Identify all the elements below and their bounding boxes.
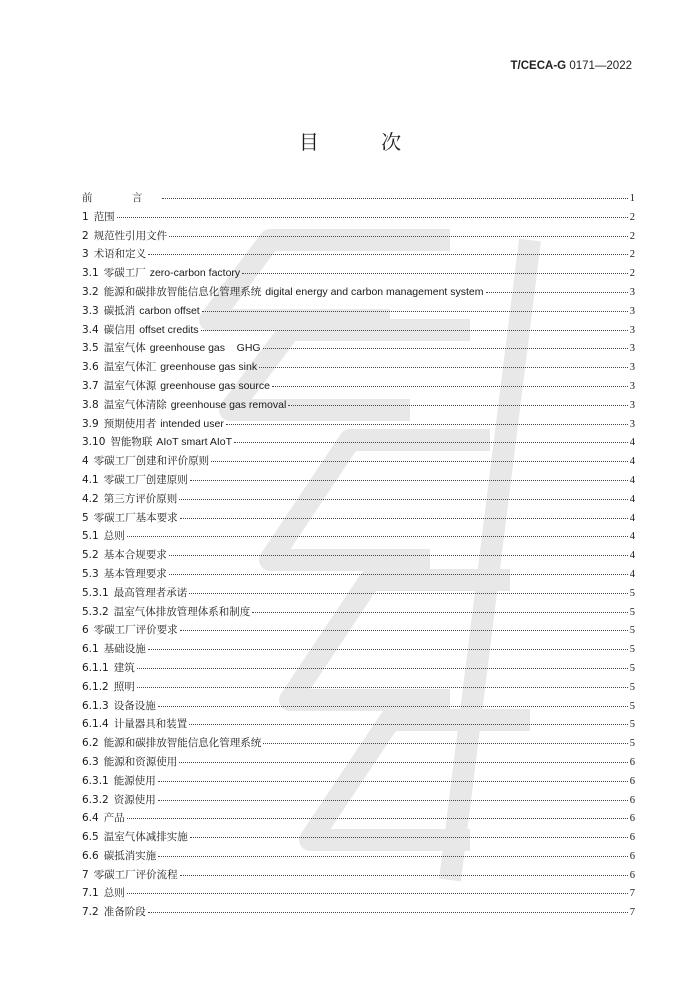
toc-entry-title: 能源和碳排放智能信息化管理系统 <box>103 737 262 750</box>
toc-entry-title: 总则 <box>103 530 125 543</box>
toc-entry-title: 设备设施 <box>113 699 156 712</box>
toc-entry-label <box>82 792 156 807</box>
toc-entry-title: 产品 <box>103 812 125 825</box>
toc-entry-title: 温室气体减排实施 <box>103 831 188 844</box>
toc-page-number: 2 <box>629 211 635 223</box>
toc-entry-number: 6.1.4 <box>82 718 109 731</box>
toc-leader-dots <box>202 301 628 312</box>
toc-entry-title: 零碳工厂评价要求 <box>93 624 178 637</box>
toc-entry-number: 7.2 <box>82 906 99 919</box>
toc-entry-label <box>82 265 240 280</box>
document-code-number: 0171—2022 <box>566 60 632 72</box>
toc-entry-label <box>82 716 187 731</box>
toc-entry-number: 3.1 <box>82 267 99 280</box>
toc-page-number: 5 <box>629 700 635 712</box>
toc-entry-title: 碳抵消实施 <box>103 849 157 862</box>
toc-entry-label <box>82 829 188 844</box>
toc-leader-dots <box>201 320 628 331</box>
toc-entry-label <box>82 566 167 581</box>
toc-entry-title: 碳抵消 <box>103 304 136 317</box>
toc-leader-dots <box>162 188 627 199</box>
toc-entry-label <box>82 810 125 825</box>
toc-entry-label <box>82 773 156 788</box>
toc-page-number: 5 <box>629 644 635 656</box>
toc-page-number: 2 <box>629 230 635 242</box>
toc-page-number: 5 <box>629 738 635 750</box>
toc-leader-dots <box>137 677 628 688</box>
toc-entry-label <box>82 885 125 900</box>
toc-page-number: 5 <box>629 719 635 731</box>
toc-entry-title: 范围 <box>93 210 115 223</box>
toc-entry-number: 6.2 <box>82 737 99 750</box>
toc-page-number: 4 <box>629 474 635 486</box>
toc-entry-label <box>82 641 146 656</box>
toc-leader-dots <box>158 696 628 707</box>
toc-entry-title: 基本管理要求 <box>103 567 167 580</box>
toc-entry-english-title: greenhouse gas GHG <box>149 342 261 355</box>
toc-entry-number: 6.3.1 <box>82 774 109 787</box>
toc-entry-title: 能源使用 <box>113 774 156 787</box>
toc-leader-dots <box>252 602 628 613</box>
toc-entry-label <box>82 547 167 562</box>
toc-leader-dots <box>179 489 628 500</box>
toc-leader-dots <box>226 414 628 425</box>
toc-entry-title: 温室气体 <box>103 342 146 355</box>
toc-entry-title: 资源使用 <box>113 793 156 806</box>
toc-entry-title: 智能物联 <box>110 436 153 449</box>
toc-leader-dots <box>148 244 628 255</box>
toc-entry-title: 能源和资源使用 <box>103 755 178 768</box>
toc-page-number: 4 <box>629 568 635 580</box>
toc-entry-label <box>82 848 156 863</box>
toc-entry-title: 准备阶段 <box>103 906 146 919</box>
toc-page-number: 6 <box>629 813 635 825</box>
toc-page-number: 5 <box>629 681 635 693</box>
toc-entry-english-title: greenhouse gas source <box>160 379 270 392</box>
toc-page-number: 5 <box>629 587 635 599</box>
toc-entry-title: 计量器具和装置 <box>113 718 188 731</box>
toc-leader-dots <box>211 451 628 462</box>
toc-entry-english-title: digital energy and carbon management system <box>265 285 484 298</box>
toc-leader-dots <box>169 545 628 556</box>
toc-entry-title: 规范性引用文件 <box>93 229 168 242</box>
toc-entry-label <box>82 359 257 374</box>
toc-entry-title: 照明 <box>113 680 135 693</box>
toc-entry-label <box>82 378 270 393</box>
toc-page-number: 1 <box>629 193 635 204</box>
toc-entry-number: 5.3 <box>82 567 99 580</box>
toc-entry-number: 3.7 <box>82 379 99 392</box>
toc-leader-dots <box>127 883 628 894</box>
toc-entry-label <box>82 754 177 769</box>
toc-page-number: 3 <box>629 305 635 317</box>
toc-leader-dots <box>180 620 628 631</box>
document-code <box>511 60 632 72</box>
toc-leader-dots <box>263 338 628 349</box>
toc-entry-label <box>82 209 115 224</box>
toc-leader-dots <box>180 865 628 876</box>
toc-entry-number: 7 <box>82 868 89 881</box>
toc-entry-english-title: zero-carbon factory <box>149 267 241 280</box>
toc-page-number: 3 <box>629 286 635 298</box>
toc-entry-english-title: AIoT smart AIoT <box>156 436 233 449</box>
toc-entry-title: 温室气体源 <box>103 379 157 392</box>
table-of-contents <box>82 190 635 923</box>
toc-entry-label <box>82 585 187 600</box>
toc-leader-dots <box>190 470 628 481</box>
toc-entry-label <box>82 735 261 750</box>
toc-entry-number: 5.3.2 <box>82 605 109 618</box>
toc-entry-english-title: carbon offset <box>139 304 200 317</box>
page-title: 目 次 <box>298 130 430 154</box>
toc-entry-label <box>82 528 125 543</box>
toc-entry-title: 温室气体汇 <box>103 361 157 374</box>
toc-page-number: 5 <box>629 606 635 618</box>
toc-entry-number: 3.2 <box>82 285 99 298</box>
toc-leader-dots <box>148 902 628 913</box>
toc-page-number: 7 <box>629 888 635 900</box>
toc-page-number: 4 <box>629 531 635 543</box>
toc-leader-dots <box>127 808 628 819</box>
toc-entry-number: 3.5 <box>82 342 99 355</box>
toc-entry-number: 6.3.2 <box>82 793 109 806</box>
toc-entry-label <box>82 246 146 261</box>
toc-leader-dots <box>263 733 628 744</box>
toc-entry-number: 3.4 <box>82 323 99 336</box>
toc-page-number: 3 <box>629 324 635 336</box>
toc-entry-title: 总则 <box>103 887 125 900</box>
toc-leader-dots <box>189 583 628 594</box>
toc-entry-label <box>82 491 177 506</box>
toc-entry-label <box>82 698 156 713</box>
toc-entry-number: 3.3 <box>82 304 99 317</box>
toc-page-number: 7 <box>629 907 635 919</box>
toc-entry-english-title: greenhouse gas removal <box>170 398 287 411</box>
toc-leader-dots <box>158 790 628 801</box>
toc-entry-title: 零碳工厂 <box>103 267 146 280</box>
toc-entry-title: 零碳工厂创建原则 <box>103 473 188 486</box>
toc-entry-label <box>82 604 250 619</box>
toc-entry-number: 4.2 <box>82 492 99 505</box>
toc-leader-dots <box>158 771 628 782</box>
toc-entry-number: 5.3.1 <box>82 586 109 599</box>
toc-entry-number: 6.4 <box>82 812 99 825</box>
toc-entry-title: 能源和碳排放智能信息化管理系统 <box>103 285 262 298</box>
toc-entry-title: 最高管理者承诺 <box>113 586 188 599</box>
toc-leader-dots <box>148 639 628 650</box>
toc-leader-dots <box>190 827 628 838</box>
toc-entry-title: 碳信用 <box>103 323 136 336</box>
toc-entry-number: 5.1 <box>82 530 99 543</box>
toc-leader-dots <box>179 752 628 763</box>
toc-leader-dots <box>169 564 628 575</box>
toc-entry[interactable] <box>82 904 635 923</box>
toc-page-number: 2 <box>629 249 635 261</box>
toc-leader-dots <box>242 263 628 274</box>
toc-entry-title: 基础设施 <box>103 643 146 656</box>
toc-entry-title: 第三方评价原则 <box>103 492 178 505</box>
toc-entry-label <box>82 303 200 318</box>
toc-leader-dots <box>180 508 628 519</box>
toc-entry-label <box>82 190 160 205</box>
toc-entry-number: 6.6 <box>82 849 99 862</box>
toc-entry-number: 3.6 <box>82 361 99 374</box>
toc-page-number: 4 <box>629 493 635 505</box>
toc-page-number: 3 <box>629 380 635 392</box>
toc-entry-title: 术语和定义 <box>93 248 147 261</box>
toc-page-number: 4 <box>629 456 635 468</box>
toc-page-number: 5 <box>629 662 635 674</box>
toc-page-number: 5 <box>629 625 635 637</box>
toc-page-number: 6 <box>629 850 635 862</box>
toc-entry-label <box>82 434 232 449</box>
toc-entry-number: 3.9 <box>82 417 99 430</box>
toc-entry-number: 6.1.1 <box>82 661 109 674</box>
toc-entry-label <box>82 679 135 694</box>
toc-entry-title: 基本合规要求 <box>103 549 167 562</box>
toc-leader-dots <box>288 395 627 406</box>
toc-entry-title: 预期使用者 <box>103 417 157 430</box>
toc-entry-title: 零碳工厂基本要求 <box>93 511 178 524</box>
toc-entry-number: 6.1 <box>82 643 99 656</box>
toc-leader-dots <box>272 376 628 387</box>
toc-page-number: 3 <box>629 343 635 355</box>
toc-page-number: 4 <box>629 550 635 562</box>
toc-entry-number: 3.8 <box>82 398 99 411</box>
toc-entry-label <box>82 322 199 337</box>
toc-page-number: 4 <box>629 437 635 449</box>
toc-entry-number: 3 <box>82 248 89 261</box>
toc-entry-number: 6.5 <box>82 831 99 844</box>
toc-page-number: 3 <box>629 362 635 374</box>
document-code-prefix: T/CECA-G <box>510 60 567 72</box>
toc-page-number: 3 <box>629 399 635 411</box>
toc-page-number: 4 <box>629 512 635 524</box>
toc-entry-label <box>82 510 178 525</box>
toc-page-number: 6 <box>629 832 635 844</box>
toc-leader-dots <box>158 846 628 857</box>
toc-leader-dots <box>189 714 628 725</box>
toc-entry-label <box>82 622 178 637</box>
toc-entry-title: 零碳工厂评价流程 <box>93 868 178 881</box>
toc-leader-dots <box>117 207 628 218</box>
toc-entry-label <box>82 284 484 299</box>
toc-leader-dots <box>169 226 628 237</box>
toc-page-number: 2 <box>629 268 635 280</box>
toc-entry-title: 建筑 <box>113 661 135 674</box>
toc-entry-number: 4 <box>82 455 89 468</box>
toc-entry-number: 3.10 <box>82 436 106 449</box>
toc-entry-number: 1 <box>82 210 89 223</box>
toc-entry-title: 温室气体排放管理体系和制度 <box>113 605 251 618</box>
toc-entry-english-title: greenhouse gas sink <box>160 361 258 374</box>
toc-leader-dots <box>486 282 628 293</box>
toc-entry-label <box>82 472 188 487</box>
toc-entry-label <box>82 416 224 431</box>
toc-entry-number: 4.1 <box>82 473 99 486</box>
toc-entry-label <box>82 340 261 355</box>
toc-page-number: 6 <box>629 775 635 787</box>
toc-entry-number: 5.2 <box>82 549 99 562</box>
toc-page-number: 6 <box>629 756 635 768</box>
toc-entry-number: 5 <box>82 511 89 524</box>
toc-entry-english-title: intended user <box>160 417 224 430</box>
toc-leader-dots <box>137 658 628 669</box>
toc-entry-label <box>82 867 178 882</box>
toc-entry-title: 温室气体清除 <box>103 398 167 411</box>
toc-entry-number: 6.3 <box>82 755 99 768</box>
toc-entry-number: 2 <box>82 229 89 242</box>
toc-page-number: 3 <box>629 418 635 430</box>
toc-page-number: 6 <box>629 794 635 806</box>
toc-entry-title: 零碳工厂创建和评价原则 <box>93 455 210 468</box>
toc-entry-label <box>82 660 135 675</box>
toc-entry-label <box>82 397 286 412</box>
toc-entry-label <box>82 453 209 468</box>
toc-entry-number: 7.1 <box>82 887 99 900</box>
toc-leader-dots <box>259 357 628 368</box>
toc-page-number: 6 <box>629 869 635 881</box>
toc-entry-number: 6.1.2 <box>82 680 109 693</box>
toc-leader-dots <box>234 432 628 443</box>
toc-entry-label <box>82 904 146 919</box>
toc-entry-label <box>82 228 167 243</box>
toc-entry-english-title: offset credits <box>139 323 199 336</box>
toc-entry-title: 前 言 <box>82 192 161 204</box>
toc-leader-dots <box>127 526 628 537</box>
toc-entry-number: 6.1.3 <box>82 699 109 712</box>
toc-entry-number: 6 <box>82 624 89 637</box>
